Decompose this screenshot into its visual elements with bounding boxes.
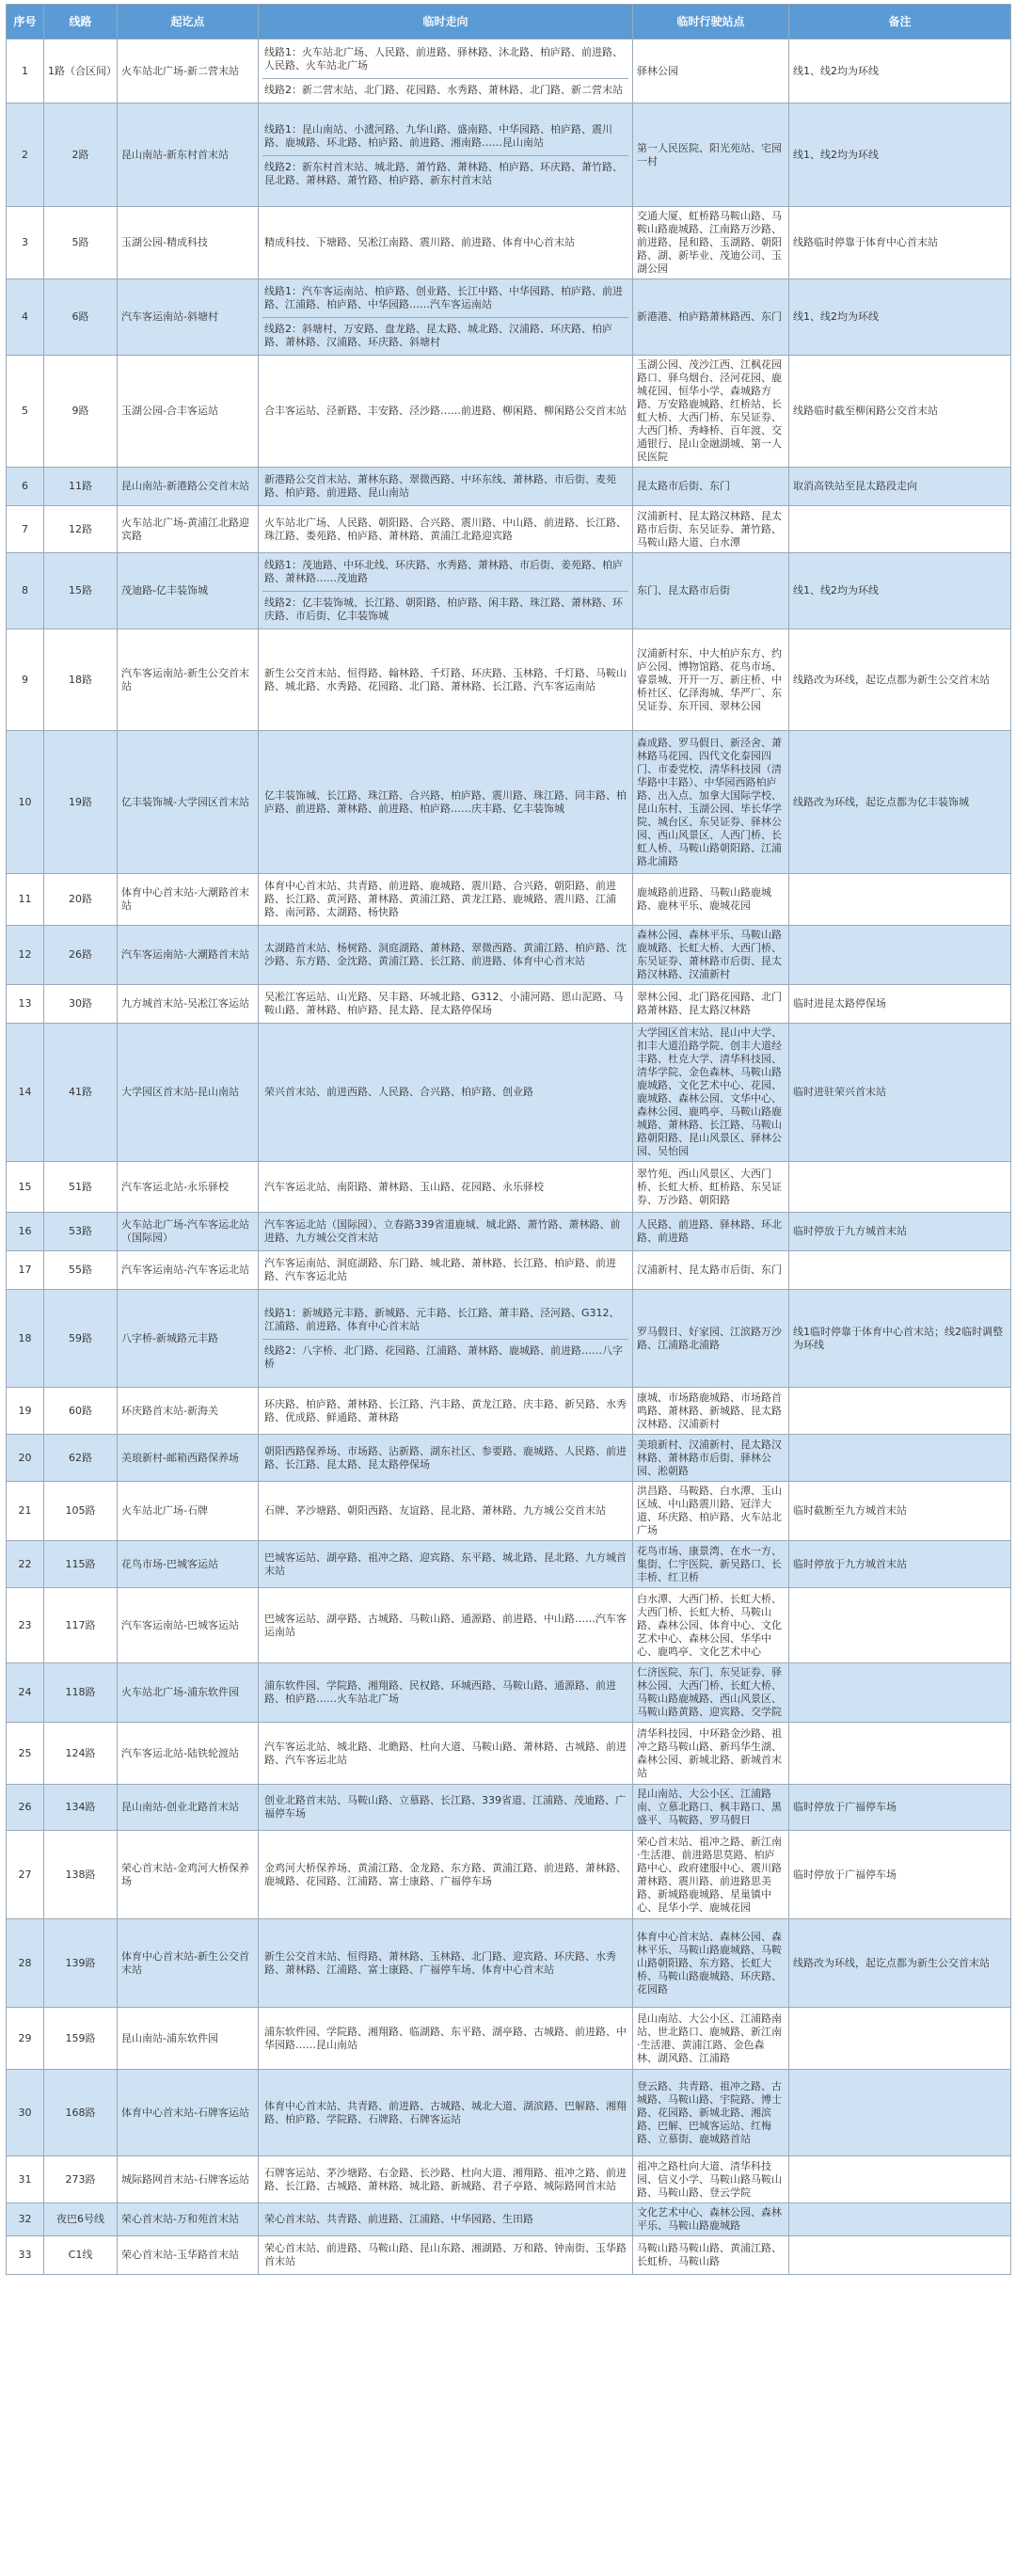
cell-endpoints: 亿丰装饰城-大学园区首末站 <box>118 731 259 874</box>
cell-direction <box>259 1213 633 1251</box>
cell-stops: 人民路、前进路、驿林路、环北路、前进路 <box>633 1213 789 1251</box>
table-row <box>7 1213 1011 1251</box>
cell-seq: 18 <box>7 1290 44 1388</box>
cell-seq: 3 <box>7 207 44 279</box>
cell-stops: 玉湖公园、茂沙江西、江枫花园路口、驿乌烟台、泾河花园、鹿城花园、恒华小学、森城路方路、万安路鹿城路、红桥站、长虹大桥、大西门桥、东吴证券、大西门桥、秀峰桥、百年渡、交通银行、昆山金融湖城、第一人民医院 <box>633 356 789 468</box>
cell-stops: 大学园区首末站、昆山中大学、扣丰大道沿路学院、创丰大道经丰路、杜克大学、清华科技园、清华学院、金色森林、马鞍山路鹿城路、文化艺术中心、花园、鹿城路、森林公园、文华中心、森林公园、鹿鸣亭、马鞍山路鹿城路、萧林路、长江路、马鞍山路朝阳路、昆山风景区、驿林公园、吴怡园 <box>633 1024 789 1162</box>
direction-segment: 太湖路首末站、杨树路、洞庭湖路、萧林路、翠微西路、黄浦江路、柏庐路、沈沙路、东方路、金沈路、黄浦江路、长江路、前进路、体育中心首末站 <box>264 942 627 967</box>
cell-seq: 5 <box>7 356 44 468</box>
table-row <box>7 1388 1011 1435</box>
cell-seq: 1 <box>7 40 44 103</box>
table-row <box>7 985 1011 1024</box>
cell-direction <box>259 356 633 468</box>
cell-direction <box>259 1251 633 1290</box>
cell-seq: 12 <box>7 926 44 985</box>
cell-direction <box>259 207 633 279</box>
cell-direction <box>259 985 633 1024</box>
direction-segment: 线路1：茂迪路、中环北线、环庆路、水秀路、萧林路、市后街、姜苑路、柏庐路、萧林路……茂迪路 <box>264 559 623 584</box>
cell-notes: 取消高铁站至昆太路段走向 <box>789 468 1011 506</box>
cell-seq: 17 <box>7 1251 44 1290</box>
table-row <box>7 553 1011 629</box>
cell-direction <box>259 2008 633 2070</box>
cell-direction <box>259 1435 633 1482</box>
cell-seq: 4 <box>7 279 44 356</box>
cell-seq: 11 <box>7 874 44 926</box>
direction-segment: 线路2：斜塘村、万安路、盘龙路、昆太路、城北路、汉浦路、环庆路、柏庐路、萧林路、汉浦路、环庆路、斜塘村 <box>262 317 628 352</box>
cell-endpoints: 昆山南站-创业北路首末站 <box>118 1785 259 1831</box>
direction-segment: 新生公交首末站、恒得路、翰林路、千灯路、环庆路、玉林路、千灯路、马鞍山路、城北路、水秀路、花园路、北门路、萧林路、长江路、汽车客运南站 <box>264 666 627 692</box>
direction-segment: 线路2：亿丰装饰城、长江路、朝阳路、柏庐路、闲丰路、珠江路、萧林路、环庆路、市后街、亿丰装饰城 <box>262 591 628 626</box>
cell-notes <box>789 2203 1011 2236</box>
direction-segment: 荣兴首末站、前进西路、人民路、合兴路、柏庐路、创业路 <box>264 1086 533 1098</box>
cell-seq: 27 <box>7 1831 44 1919</box>
cell-notes: 线路改为环线，起讫点都为亿丰装饰城 <box>789 731 1011 874</box>
cell-direction <box>259 103 633 207</box>
cell-endpoints: 汽车客运南站-斜塘村 <box>118 279 259 356</box>
cell-endpoints: 九方城首末站-吴凇江客运站 <box>118 985 259 1024</box>
direction-segment: 汽车客运北站（国际园）、立春路339省道鹿城、城北路、萧竹路、萧林路、前进路、九方城公交首末站 <box>264 1218 621 1244</box>
cell-stops: 昆山南站、大公小区、江浦路南、立慕北路口、枫丰路口、黑盛平、马鞍路、罗马假日 <box>633 1785 789 1831</box>
cell-route: C1线 <box>44 2236 118 2275</box>
cell-direction <box>259 1388 633 1435</box>
cell-stops: 罗马假日、好家园、江滨路万沙路、江浦路北浦路 <box>633 1290 789 1388</box>
cell-seq: 20 <box>7 1435 44 1482</box>
cell-stops: 交通大厦、虹桥路马鞍山路、马鞍山路鹿城路、江南路万沙路、前进路、昆和路、玉湖路、朝阳路、湖、新毕业、茂迪公司、玉湖公园 <box>633 207 789 279</box>
cell-stops: 体育中心首末站、森林公园、森林平乐、马鞍山路鹿城路、马鞍山路朝阳路、东方路、长虹大桥、马鞍山路鹿城路、环庆路、花园路 <box>633 1919 789 2008</box>
cell-seq: 24 <box>7 1663 44 1723</box>
cell-endpoints: 火车站北广场-黄浦江北路迎宾路 <box>118 506 259 553</box>
table-row <box>7 1251 1011 1290</box>
cell-endpoints: 八字桥-新城路元丰路 <box>118 1290 259 1388</box>
cell-endpoints: 火车站北广场-石牌 <box>118 1482 259 1541</box>
cell-notes: 线路改为环线，起讫点都为新生公交首末站 <box>789 1919 1011 2008</box>
cell-direction <box>259 1785 633 1831</box>
cell-notes <box>789 1723 1011 1785</box>
table-row <box>7 1024 1011 1162</box>
direction-segment: 线路1：昆山南站、小澞河路、九华山路、盛南路、中华园路、柏庐路、震川路、鹿城路、环北路、柏庐路、前进路、湘南路……昆山南站 <box>264 122 612 149</box>
cell-stops: 马鞍山路马鞍山路、黄浦江路、长虹桥、马鞍山路 <box>633 2236 789 2275</box>
cell-notes: 临时截断至九方城首末站 <box>789 1482 1011 1541</box>
cell-notes <box>789 1588 1011 1663</box>
direction-segment: 线路1：火车站北广场、人民路、前进路、驿林路、沐北路、柏庐路、前进路、人民路、火车站北广场 <box>264 45 623 72</box>
cell-stops: 洪昌路、马鞍路、白水潭、玉山区域、中山路震川路、冠洋大道、环庆路、柏庐路、火车站北广场 <box>633 1482 789 1541</box>
table-row <box>7 1482 1011 1541</box>
direction-segment: 汽车客运北站、城北路、北瞻路、杜向大道、马鞍山路、萧林路、古城路、前进路、汽车客运北站 <box>264 1740 627 1766</box>
cell-route: 134路 <box>44 1785 118 1831</box>
cell-direction <box>259 1541 633 1588</box>
cell-stops: 荣心首末站、祖冲之路、新江南·生活港、前进路思莫路、柏庐路中心、政府建服中心、震川路萧林路、震川路、前进路思美路、新城路鹿城路、星巢镇中心、昆华小学、鹿城花园 <box>633 1831 789 1919</box>
cell-notes: 线1临时停靠于体育中心首末站；线2临时调整为环线 <box>789 1290 1011 1388</box>
cell-endpoints: 茂迪路-亿丰装饰城 <box>118 553 259 629</box>
cell-notes <box>789 1435 1011 1482</box>
table-row <box>7 207 1011 279</box>
cell-stops: 森成路、罗马假日、新泾舍、萧林路马花园、四代文化泰园四门、市委党校、清华科技园（清华路中丰路）、中华园西路柏庐路、出入点、加拿大国际学校、昆山东村、玉湖公园、毕长华学院、城台区、东吴证券、驿林公园、西山风景区、人西门桥、长虹人桥、马鞍山路朝阳路、江浦路北浦路 <box>633 731 789 874</box>
cell-stops: 昆太路市后街、东门 <box>633 468 789 506</box>
cell-direction <box>259 1024 633 1162</box>
cell-direction <box>259 1482 633 1541</box>
cell-endpoints: 汽车客运南站-大潮路首末站 <box>118 926 259 985</box>
cell-direction <box>259 1919 633 2008</box>
direction-segment: 线路2：八字桥、北门路、花园路、江浦路、萧林路、鹿城路、前进路……八字桥 <box>262 1339 628 1374</box>
table-row <box>7 1919 1011 2008</box>
cell-notes <box>789 1162 1011 1213</box>
direction-segment: 巴城客运站、湖亭路、古城路、马鞍山路、通源路、前进路、中山路……汽车客运南站 <box>264 1612 627 1638</box>
cell-endpoints: 荣心首末站-金鸡河大桥保养场 <box>118 1831 259 1919</box>
cell-notes: 临时停放于九方城首末站 <box>789 1541 1011 1588</box>
cell-route: 59路 <box>44 1290 118 1388</box>
cell-route: 138路 <box>44 1831 118 1919</box>
cell-notes <box>789 926 1011 985</box>
direction-segment: 环庆路、柏庐路、萧林路、长江路、汽丰路、黄龙江路、庆丰路、新吴路、水秀路、优成路、鲜通路、萧林路 <box>264 1397 627 1423</box>
cell-stops: 第一人民医院、阳光苑站、宅园一村 <box>633 103 789 207</box>
cell-route: 139路 <box>44 1919 118 2008</box>
cell-stops: 翠林公园、北门路花园路、北门路萧林路、昆太路汉林路 <box>633 985 789 1024</box>
cell-route: 30路 <box>44 985 118 1024</box>
cell-direction <box>259 1290 633 1388</box>
cell-endpoints: 汽车客运北站-陆铁轮渡站 <box>118 1723 259 1785</box>
direction-segment: 吴凇江客运站、山光路、吴丰路、环城北路、G312、小浦河路、恩山泥路、马鞍山路、萧林路、柏庐路、昆太路、昆太路停保场 <box>264 991 624 1016</box>
cell-direction <box>259 40 633 103</box>
cell-direction <box>259 1588 633 1663</box>
cell-route: 5路 <box>44 207 118 279</box>
cell-notes: 线路改为环线，起讫点都为新生公交首末站 <box>789 629 1011 731</box>
cell-route: 41路 <box>44 1024 118 1162</box>
cell-route: 夜巴6号线 <box>44 2203 118 2236</box>
cell-route: 62路 <box>44 1435 118 1482</box>
cell-notes <box>789 1251 1011 1290</box>
cell-endpoints: 火车站北广场-汽车客运北站（国际园） <box>118 1213 259 1251</box>
direction-segment: 体育中心首末站、共青路、前进路、鹿城路、震川路、合兴路、朝阳路、前进路、长江路、黄河路、萧林路、黄浦江路、黄龙江路、鹿城路、震川路、江浦路、南河路、太湖路、杨快路 <box>264 880 616 918</box>
direction-segment: 合丰客运站、泾新路、丰安路、泾沙路……前进路、柳闲路、柳闲路公交首末站 <box>264 405 627 417</box>
cell-stops: 新港港、柏庐路萧林路西、东门 <box>633 279 789 356</box>
cell-stops: 清华科技园、中环路金沙路、祖冲之路马鞍山路、新玛华生湖、森林公园、新城北路、新城首末站 <box>633 1723 789 1785</box>
cell-endpoints: 环庆路首末站-新海关 <box>118 1388 259 1435</box>
direction-segment: 线路1：新城路元丰路、新城路、元丰路、长江路、萧丰路、泾河路、G312、江浦路、前进路、体育中心首末站 <box>264 1306 620 1332</box>
table-row <box>7 629 1011 731</box>
cell-endpoints: 玉湖公园-精成科技 <box>118 207 259 279</box>
direction-segment: 创业北路首末站、马鞍山路、立慕路、长江路、339省道、江浦路、茂迪路、广福停车场 <box>264 1794 626 1820</box>
direction-segment: 荣心首末站、共青路、前进路、江浦路、中华园路、生田路 <box>264 2213 533 2225</box>
direction-segment: 线路2：新东村首末站、城北路、萧竹路、萧林路、柏庐路、环庆路、萧竹路、昆北路、萧林路、萧竹路、柏庐路、新东村首末站 <box>262 155 628 190</box>
cell-seq: 7 <box>7 506 44 553</box>
cell-direction <box>259 2070 633 2156</box>
table-row <box>7 2008 1011 2070</box>
direction-segment: 新港路公交首末站、萧林东路、翠微西路、中环东线、萧林路、市后街、麦苑路、柏庐路、前进路、昆山南站 <box>264 473 616 499</box>
cell-direction <box>259 2236 633 2275</box>
direction-segment: 火车站北广场、人民路、朝阳路、合兴路、震川路、中山路、前进路、长江路、珠江路、娄苑路、柏庐路、萧林路、黄浦江北路迎宾路 <box>264 516 627 542</box>
direction-segment: 汽车客运北站、南阳路、萧林路、玉山路、花园路、永乐驿校 <box>264 1180 544 1193</box>
cell-route: 55路 <box>44 1251 118 1290</box>
cell-endpoints: 城际路网首末站-石牌客运站 <box>118 2156 259 2203</box>
cell-route: 168路 <box>44 2070 118 2156</box>
cell-direction <box>259 926 633 985</box>
table-row <box>7 103 1011 207</box>
direction-segment: 巴城客运站、湖亭路、祖冲之路、迎宾路、东平路、城北路、昆北路、九方城首末站 <box>264 1550 627 1577</box>
cell-notes: 临时进驻荣兴首末站 <box>789 1024 1011 1162</box>
table-row <box>7 926 1011 985</box>
table-row <box>7 1435 1011 1482</box>
header-route: 线路 <box>44 5 118 40</box>
cell-endpoints: 荣心首末站-万和苑首末站 <box>118 2203 259 2236</box>
cell-stops: 登云路、共青路、祖冲之路、古城路、马鞍山路、宇院路、博士路、花园路、新城北路、湘滨路、巴解、巴城客运站、红梅路、立慕街、鹿城路首站 <box>633 2070 789 2156</box>
cell-seq: 31 <box>7 2156 44 2203</box>
cell-seq: 9 <box>7 629 44 731</box>
cell-route: 105路 <box>44 1482 118 1541</box>
cell-endpoints: 火车站北广场-新二营末站 <box>118 40 259 103</box>
cell-notes: 线1、线2均为环线 <box>789 40 1011 103</box>
cell-notes: 临时停放于广福停车场 <box>789 1785 1011 1831</box>
cell-seq: 22 <box>7 1541 44 1588</box>
cell-direction <box>259 553 633 629</box>
cell-route: 2路 <box>44 103 118 207</box>
cell-endpoints: 昆山南站-浦东软件园 <box>118 2008 259 2070</box>
cell-endpoints: 荣心首末站-玉华路首末站 <box>118 2236 259 2275</box>
cell-stops: 仁济医院、东门、东吴证券、驿林公园、大西门桥、长虹大桥、马鞍山路鹿城路、西山风景区、马鞍山路黄路、迎宾路、交学院 <box>633 1663 789 1723</box>
cell-stops: 鹿城路前进路、马鞍山路鹿城路、鹿林平乐、鹿城花园 <box>633 874 789 926</box>
direction-segment: 荣心首末站、前进路、马鞍山路、昆山东路、湘湖路、万和路、钟南街、玉华路首末站 <box>264 2242 627 2267</box>
direction-segment: 汽车客运南站、洞庭湖路、东门路、城北路、萧林路、长江路、柏庐路、前进路、汽车客运北站 <box>264 1257 616 1282</box>
cell-seq: 26 <box>7 1785 44 1831</box>
table-row <box>7 279 1011 356</box>
cell-notes <box>789 2236 1011 2275</box>
cell-seq: 21 <box>7 1482 44 1541</box>
cell-seq: 28 <box>7 1919 44 2008</box>
cell-route: 118路 <box>44 1663 118 1723</box>
table-row <box>7 2236 1011 2275</box>
cell-stops: 汉浦新村东、中大柏庐东方、约庐公园、博物馆路、花鸟市场、睿景城、开开一万、新庄桥、中桥社区、亿泽海城、华严厂、东吴证券、东开园、翠林公园 <box>633 629 789 731</box>
cell-notes: 线路临时截至柳闲路公交首末站 <box>789 356 1011 468</box>
cell-direction <box>259 1831 633 1919</box>
bus-route-table <box>6 4 1011 2275</box>
table-row <box>7 731 1011 874</box>
cell-seq: 23 <box>7 1588 44 1663</box>
cell-seq: 13 <box>7 985 44 1024</box>
cell-route: 159路 <box>44 2008 118 2070</box>
header-row <box>7 5 1011 40</box>
cell-notes: 线1、线2均为环线 <box>789 103 1011 207</box>
table-row <box>7 1541 1011 1588</box>
table-row <box>7 1831 1011 1919</box>
cell-endpoints: 体育中心首末站-石牌客运站 <box>118 2070 259 2156</box>
cell-endpoints: 体育中心首末站-大潮路首末站 <box>118 874 259 926</box>
direction-segment: 线路2：新二营末站、北门路、花园路、水秀路、萧林路、北门路、新二营末站 <box>262 78 628 100</box>
cell-notes <box>789 2070 1011 2156</box>
cell-stops: 白水潭、大西门桥、长虹大桥、大西门桥、长虹大桥、马鞍山路、森林公园、体育中心、文化艺术中心、森林公园、华华中心、鹿鸣亭、文化艺术中心 <box>633 1588 789 1663</box>
cell-endpoints: 花鸟市场-巴城客运站 <box>118 1541 259 1588</box>
cell-route: 11路 <box>44 468 118 506</box>
direction-segment: 新生公交首末站、恒得路、萧林路、玉林路、北门路、迎宾路、环庆路、水秀路、萧林路、江浦路、富士康路、广福停车场、体育中心首末站 <box>264 1949 616 1976</box>
cell-notes: 线路临时停靠于体育中心首末站 <box>789 207 1011 279</box>
cell-direction <box>259 279 633 356</box>
cell-stops: 花鸟市场、康景湾、在水一方、集街、仁宇医院、新吴路口、长丰桥、红卫桥 <box>633 1541 789 1588</box>
cell-notes <box>789 874 1011 926</box>
direction-segment: 石牌客运站、茅沙塘路、右金路、长沙路、杜向大道、湘翔路、祖冲之路、前进路、长江路、古城路、萧林路、城北路、新城路、君子亭路、城际路网首末站 <box>264 2166 627 2192</box>
cell-route: 51路 <box>44 1162 118 1213</box>
table-row <box>7 40 1011 103</box>
cell-seq: 2 <box>7 103 44 207</box>
cell-direction <box>259 2203 633 2236</box>
cell-seq: 8 <box>7 553 44 629</box>
cell-stops: 昆山南站、大公小区、江浦路南站、世北路口、鹿城路、新江南·生活港、黄浦江路、金色森林、湖风路、江浦路 <box>633 2008 789 2070</box>
cell-seq: 14 <box>7 1024 44 1162</box>
cell-stops: 翠竹苑、西山风景区、大西门桥、长虹大桥、虹桥路、东吴证券、万沙路、朝阳路 <box>633 1162 789 1213</box>
direction-segment: 体育中心首末站、共青路、前进路、古城路、城北大道、湖滨路、巴解路、湘翔路、柏庐路、学院路、石牌路、石牌客运站 <box>264 2099 627 2125</box>
cell-seq: 33 <box>7 2236 44 2275</box>
table-row <box>7 1723 1011 1785</box>
cell-endpoints: 体育中心首末站-新生公交首末站 <box>118 1919 259 2008</box>
cell-seq: 16 <box>7 1213 44 1251</box>
cell-direction <box>259 468 633 506</box>
direction-segment: 石牌、茅沙塘路、朝阳西路、友谊路、昆北路、萧林路、九方城公交首末站 <box>264 1504 606 1517</box>
table-row <box>7 1588 1011 1663</box>
header-stops: 临时行驶站点 <box>633 5 789 40</box>
cell-route: 53路 <box>44 1213 118 1251</box>
cell-route: 18路 <box>44 629 118 731</box>
cell-endpoints: 玉湖公园-合丰客运站 <box>118 356 259 468</box>
table-row <box>7 2203 1011 2236</box>
cell-endpoints: 美琅新村-邮箱西路保养场 <box>118 1435 259 1482</box>
cell-endpoints: 昆山南站-新港路公交首末站 <box>118 468 259 506</box>
cell-seq: 30 <box>7 2070 44 2156</box>
direction-segment: 线路1：汽车客运南站、柏庐路、创业路、长江中路、中华园路、柏庐路、前进路、江浦路、柏庐路、中华园路……汽车客运南站 <box>264 285 623 310</box>
cell-seq: 32 <box>7 2203 44 2236</box>
table-row <box>7 468 1011 506</box>
cell-route: 9路 <box>44 356 118 468</box>
direction-segment: 亿丰装饰城、长江路、珠江路、合兴路、柏庐路、震川路、珠江路、同丰路、柏庐路、前进路、萧林路、前进路、柏庐路……庆丰路、亿丰装饰城 <box>264 788 627 815</box>
cell-seq: 29 <box>7 2008 44 2070</box>
direction-segment: 朝阳西路保养场、市场路、沾新路、湖东社区、参要路、鹿城路、人民路、前进路、长江路、昆太路、昆太路停保场 <box>264 1444 627 1471</box>
cell-route: 60路 <box>44 1388 118 1435</box>
table-row <box>7 2070 1011 2156</box>
table-row <box>7 506 1011 553</box>
direction-segment: 金鸡河大桥保养场、黄浦江路、金龙路、东方路、黄浦江路、前进路、萧林路、鹿城路、花园路、江浦路、富士康路、广福停车场 <box>264 1861 627 1887</box>
header-endpoints: 起讫点 <box>118 5 259 40</box>
cell-route: 20路 <box>44 874 118 926</box>
cell-stops: 汉浦新村、昆太路汉林路、昆太路市后街、东吴证券、萧竹路、马鞍山路大道、白水潭 <box>633 506 789 553</box>
cell-route: 124路 <box>44 1723 118 1785</box>
direction-segment: 浦东软件园、学院路、湘翔路、民权路、环城西路、马鞍山路、通源路、前进路、柏庐路……火车站北广场 <box>264 1679 616 1705</box>
cell-endpoints: 汽车客运南站-新生公交首末站 <box>118 629 259 731</box>
cell-direction <box>259 2156 633 2203</box>
cell-stops: 东门、昆太路市后街 <box>633 553 789 629</box>
cell-notes: 临时停放于广福停车场 <box>789 1831 1011 1919</box>
cell-direction <box>259 874 633 926</box>
cell-notes <box>789 2008 1011 2070</box>
cell-notes: 临时进昆太路停保场 <box>789 985 1011 1024</box>
cell-notes <box>789 1663 1011 1723</box>
cell-route: 6路 <box>44 279 118 356</box>
cell-seq: 19 <box>7 1388 44 1435</box>
table-row <box>7 874 1011 926</box>
cell-notes: 临时停放于九方城首末站 <box>789 1213 1011 1251</box>
cell-direction <box>259 1723 633 1785</box>
cell-stops: 美琅新村、汉浦新村、昆太路汉林路、萧林路市后街、驿林公园、淞朝路 <box>633 1435 789 1482</box>
cell-notes <box>789 1388 1011 1435</box>
cell-route: 273路 <box>44 2156 118 2203</box>
table-row <box>7 1663 1011 1723</box>
direction-segment: 浦东软件园、学院路、湘翔路、临湖路、东平路、湖亭路、古城路、前进路、中华园路……昆山南站 <box>264 2025 627 2051</box>
cell-seq: 6 <box>7 468 44 506</box>
table-row <box>7 1290 1011 1388</box>
cell-notes: 线1、线2均为环线 <box>789 279 1011 356</box>
cell-route: 12路 <box>44 506 118 553</box>
cell-seq: 25 <box>7 1723 44 1785</box>
table-row <box>7 356 1011 468</box>
cell-route: 15路 <box>44 553 118 629</box>
header-notes: 备注 <box>789 5 1011 40</box>
cell-direction <box>259 731 633 874</box>
table-row <box>7 1162 1011 1213</box>
cell-notes: 线1、线2均为环线 <box>789 553 1011 629</box>
cell-seq: 15 <box>7 1162 44 1213</box>
bus-route-table-container <box>6 4 1010 2275</box>
cell-stops: 祖冲之路杜向大道、清华科技园、信义小学、马鞍山路马鞍山路、马鞍山路、登云学院 <box>633 2156 789 2203</box>
cell-route: 26路 <box>44 926 118 985</box>
cell-stops: 驿林公园 <box>633 40 789 103</box>
cell-notes <box>789 2156 1011 2203</box>
table-body <box>7 40 1011 2275</box>
cell-endpoints: 汽车客运南站-汽车客运北站 <box>118 1251 259 1290</box>
cell-stops: 文化艺术中心、森林公园、森林平乐、马鞍山路鹿城路 <box>633 2203 789 2236</box>
cell-route: 117路 <box>44 1588 118 1663</box>
cell-notes <box>789 506 1011 553</box>
cell-route: 1路（合区间） <box>44 40 118 103</box>
cell-direction <box>259 506 633 553</box>
table-row <box>7 2156 1011 2203</box>
header-direction: 临时走向 <box>259 5 633 40</box>
cell-direction <box>259 1162 633 1213</box>
header-seq: 序号 <box>7 5 44 40</box>
cell-direction <box>259 1663 633 1723</box>
cell-direction <box>259 629 633 731</box>
cell-route: 115路 <box>44 1541 118 1588</box>
cell-endpoints: 火车站北广场-浦东软件园 <box>118 1663 259 1723</box>
cell-endpoints: 昆山南站-新东村首末站 <box>118 103 259 207</box>
table-row <box>7 1785 1011 1831</box>
cell-route: 19路 <box>44 731 118 874</box>
cell-stops: 森林公园、森林平乐、马鞍山路鹿城路、长虹大桥、大西门桥、东吴证券、萧林路市后街、昆太路汉林路、汉浦新村 <box>633 926 789 985</box>
direction-segment: 精成科技、下塘路、吴凇江南路、震川路、前进路、体育中心首末站 <box>264 236 575 248</box>
cell-endpoints: 汽车客运北站-永乐驿校 <box>118 1162 259 1213</box>
cell-stops: 康城、市场路鹿城路、市场路首鸣路、萧林路、新城路、昆太路汉林路、汉浦新村 <box>633 1388 789 1435</box>
cell-endpoints: 汽车客运南站-巴城客运站 <box>118 1588 259 1663</box>
cell-endpoints: 大学园区首末站-昆山南站 <box>118 1024 259 1162</box>
cell-seq: 10 <box>7 731 44 874</box>
cell-stops: 汉浦新村、昆太路市后街、东门 <box>633 1251 789 1290</box>
